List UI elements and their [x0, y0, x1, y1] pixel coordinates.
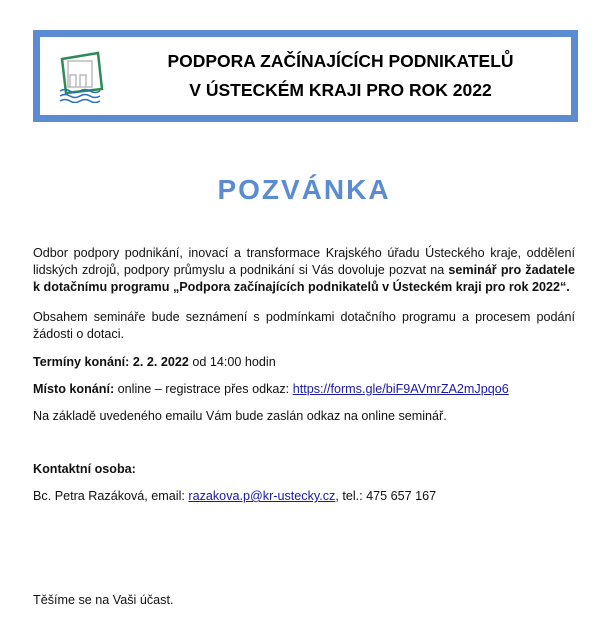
page-title: POZVÁNKA [217, 174, 391, 205]
intro-text: Odbor podpory podnikání, inovací a transformace Krajského úřadu Ústeckého kraje, oddělení lidských zdrojů, podpory průmyslu a podnikání si Vás dovoluje pozvat na [33, 246, 575, 277]
contact-label-text: Kontaktní osoba: [33, 462, 136, 476]
intro-paragraph [33, 245, 575, 296]
terms-time: od 14:00 hodin [192, 355, 276, 369]
terms-paragraph [33, 354, 575, 371]
terms-date: 2. 2. 2022 [132, 355, 189, 369]
banner-title-line2: V ÚSTECKÉM KRAJI PRO ROK 2022 [189, 80, 492, 100]
banner-title-line1: PODPORA ZAČÍNAJÍCÍCH PODNIKATELŮ [167, 51, 514, 71]
contact-label [33, 461, 575, 478]
contact-phone: , tel.: 475 657 167 [335, 489, 437, 503]
registration-link[interactable]: https://forms.gle/biF9AVmrZA2mJpqo6 [292, 382, 509, 396]
contact-name: Bc. Petra Razáková, email: [33, 489, 185, 503]
contact-email-link[interactable]: razakova.p@kr-ustecky.cz [188, 489, 336, 503]
note-paragraph: Na základě uvedeného emailu Vám bude zaslán odkaz na online seminář. [33, 409, 447, 423]
place-label: Místo konání: [33, 382, 115, 396]
place-text: online – registrace přes odkaz: [117, 382, 290, 396]
terms-label: Termíny konání: [33, 355, 130, 369]
closing-text: Těšíme se na Vaši účast. [33, 593, 174, 607]
ustecky-kraj-logo-icon [58, 51, 106, 103]
content-paragraph: Obsahem semináře bude seznámení s podmínkami dotačního programu a procesem podání žádosti o dotaci. [33, 310, 575, 341]
header-banner [33, 30, 578, 122]
intro-bold: seminář pro žadatele k dotačnímu programu „Podpora začínajících podnikatelů v Ústeckém kraji pro rok 2022“. [33, 263, 575, 294]
place-paragraph [33, 381, 575, 398]
banner-title [120, 47, 561, 105]
contact-paragraph [33, 488, 575, 505]
